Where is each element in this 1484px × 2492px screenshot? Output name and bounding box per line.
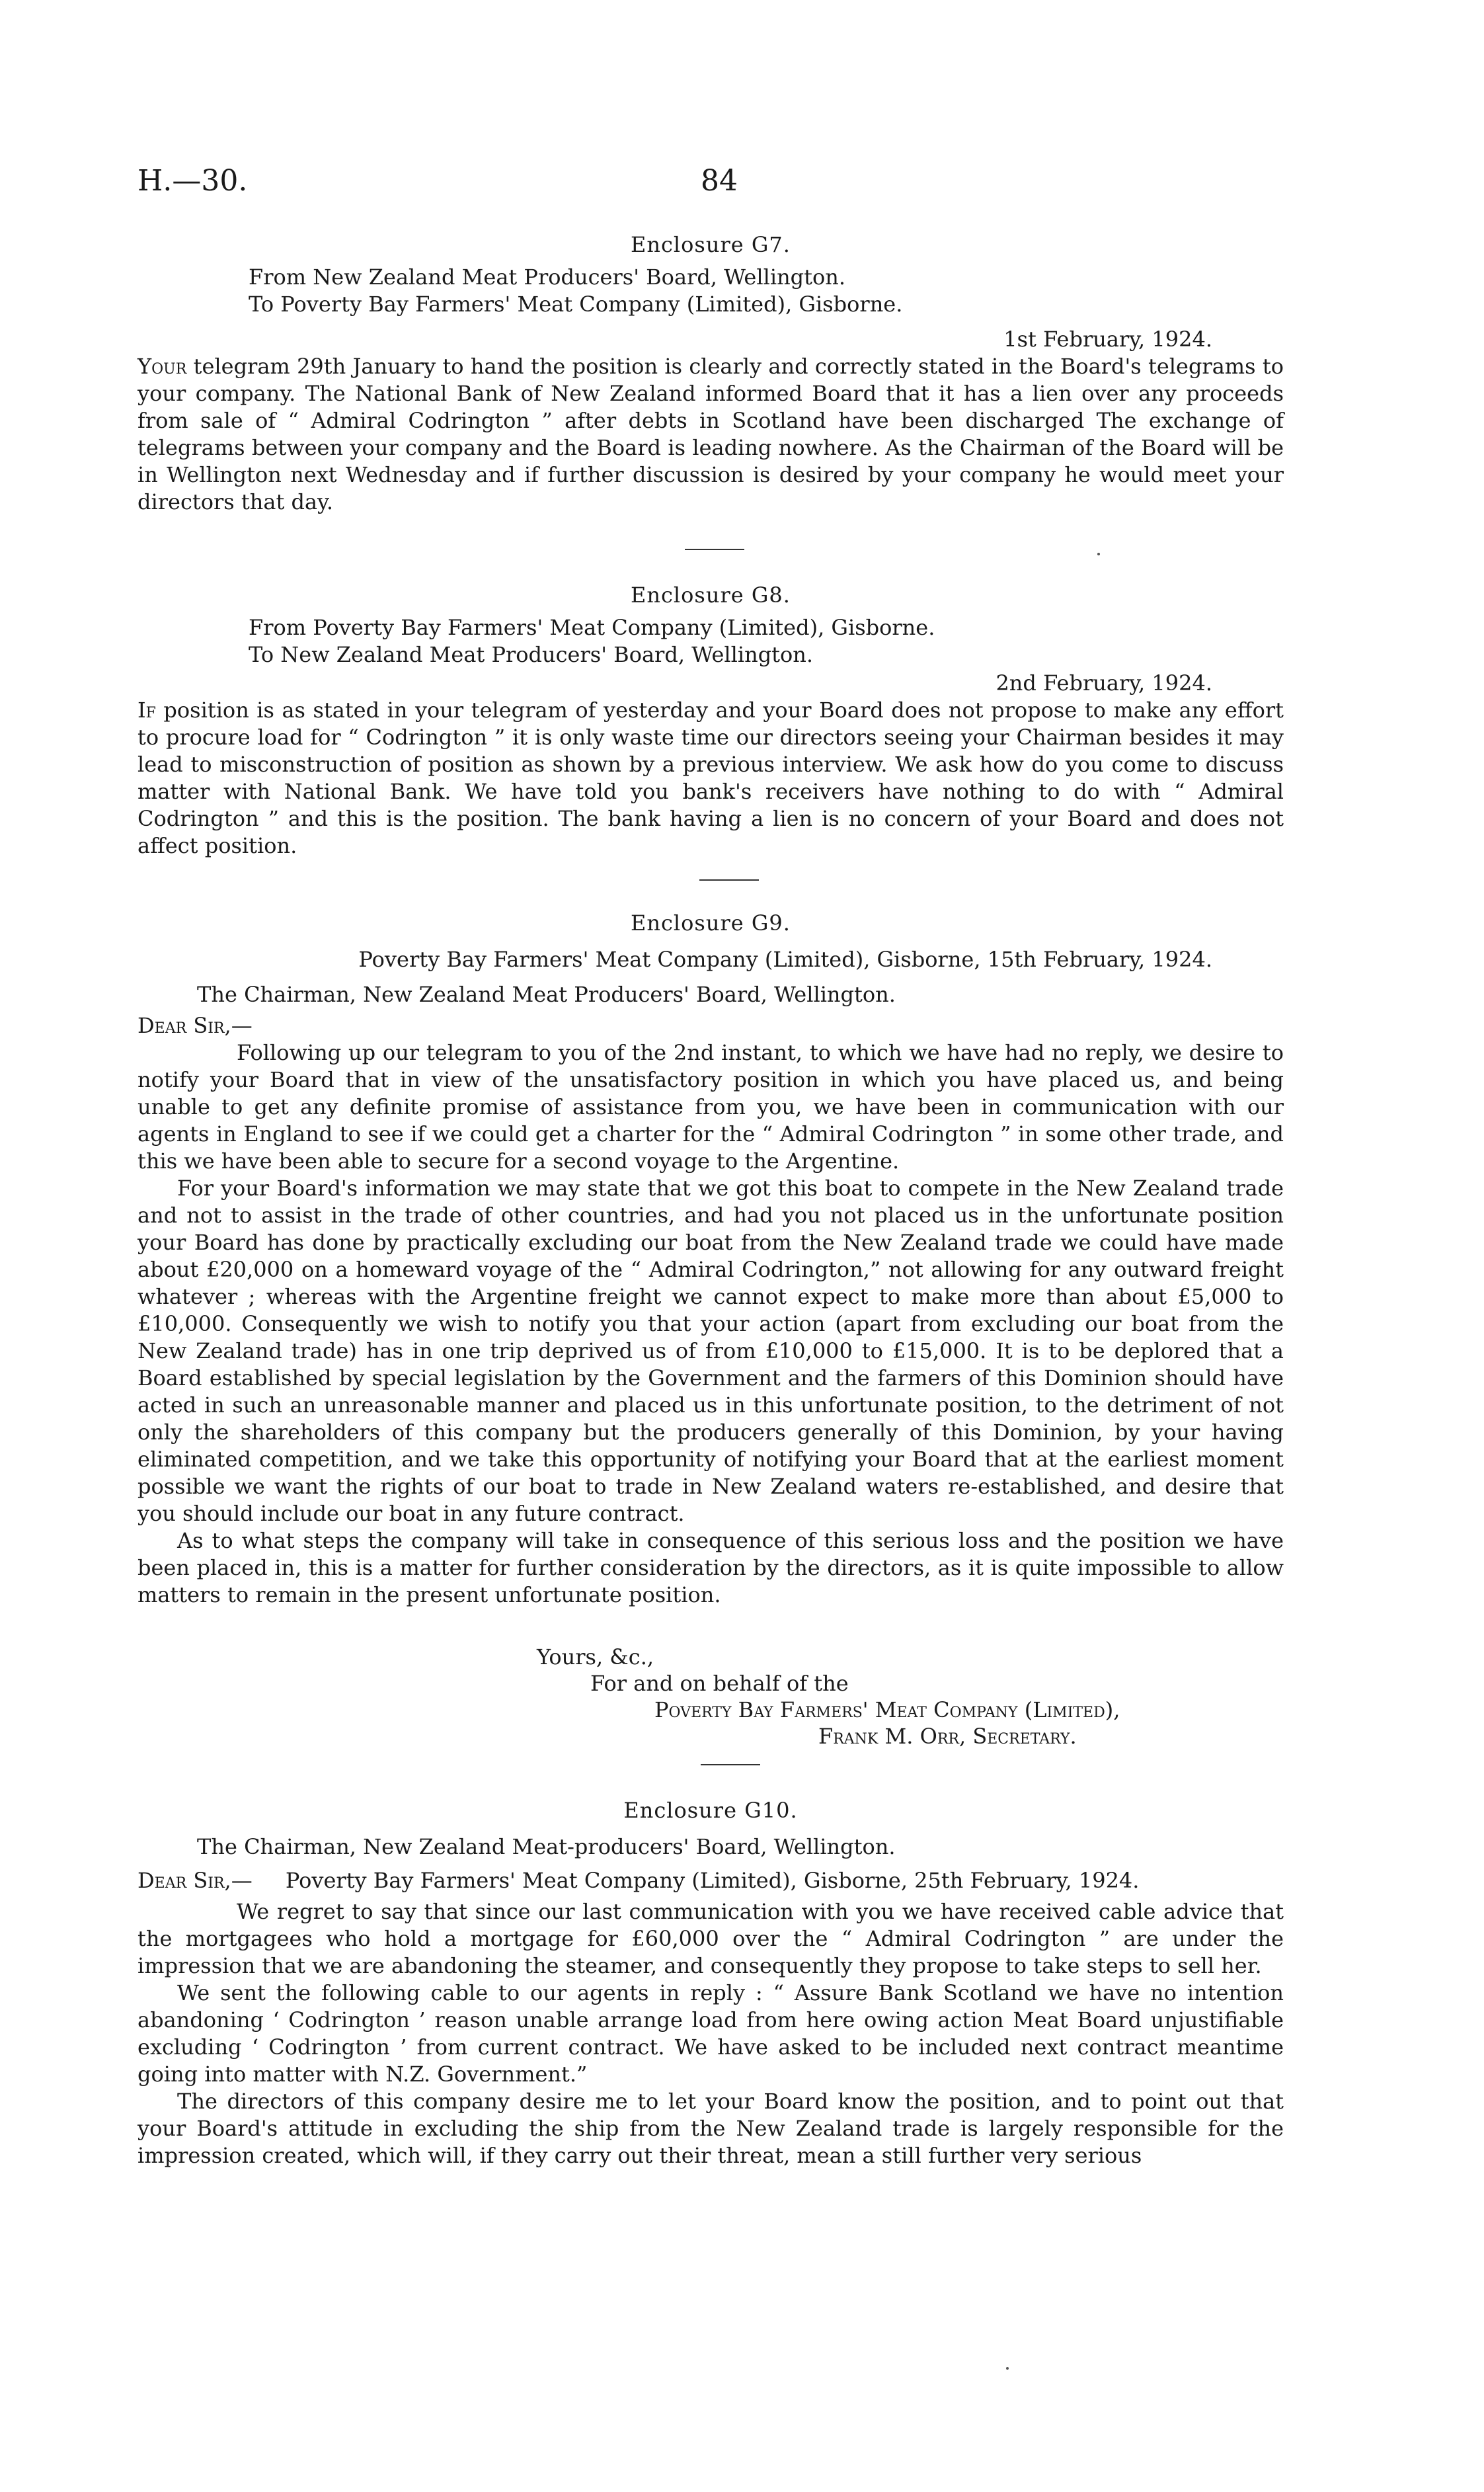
- paragraph-3: As to what steps the company will take in consequence of this serious loss and the position we have been placed in, this is a matter for further consideration by the directors, as it is quite impossible to allow matters to remain in the present unfortunate position.: [137, 1528, 1284, 1607]
- to-line: To New Zealand Meat Producers' Board, Wellington.: [249, 642, 814, 667]
- paragraph-2: We sent the following cable to our agents in reply : “ Assure Bank Scotland we have no intention abandoning ‘ Codrington ’ reason unable arrange load from here owing action Meat Board unjustifiable excluding ‘ Codrington ’ from current contract. We have asked to be included next contract meantime going into matter with N.Z. Government.”: [137, 1980, 1284, 2087]
- letter-body: [137, 353, 1284, 516]
- enclosure-title: Enclosure G8.: [631, 583, 791, 608]
- salutation: Dear Sir,—: [137, 1013, 253, 1038]
- to-line: To Poverty Bay Farmers' Meat Company (Limited), Gisborne.: [249, 292, 903, 317]
- enclosure-g9: [137, 910, 1284, 1609]
- print-speck: [1006, 2367, 1009, 2370]
- addressee-line: The Chairman, New Zealand Meat Producers' Board, Wellington.: [197, 982, 896, 1007]
- sender-line: Poverty Bay Farmers' Meat Company (Limited), Gisborne, 25th February, 1924.: [285, 1868, 1140, 1893]
- sender-line: Poverty Bay Farmers' Meat Company (Limited), Gisborne, 15th February, 1924.: [358, 947, 1212, 972]
- addressee-line: The Chairman, New Zealand Meat-producers' Board, Wellington.: [197, 1834, 896, 1859]
- section-divider: [685, 549, 744, 550]
- closing: Yours, &c.,: [537, 1644, 654, 1669]
- body-text: telegram 29th January to hand the position is clearly and correctly stated in the Board's telegrams to your company. The National Bank of New Zealand informed Board that it has a lien over any proceeds from sale of “ Admiral Codrington ” after debts in Scotland have been discharged The exchange of telegrams between your company and the Board is leading nowhere. As the Chairman of the Board will be in Wellington next Wednesday and if further discussion is desired by your company he would meet your directors that day.: [137, 354, 1284, 514]
- salutation: Dear Sir,—: [137, 1868, 253, 1893]
- section-divider: [699, 879, 759, 881]
- enclosure-title: Enclosure G9.: [631, 910, 791, 936]
- paragraph-1: We regret to say that since our last communication with you we have received cable advice that the mortgagees who hold a mortgage for £60,000 over the “ Admiral Codrington ” are under the impression that we are abandoning the steamer, and consequently they propose to take steps to sell her.: [137, 1899, 1284, 1978]
- on-behalf-line: For and on behalf of the: [590, 1671, 849, 1696]
- lead-word: Your: [137, 354, 187, 379]
- enclosure-g8: [137, 582, 1284, 860]
- enclosure-title: Enclosure G7.: [631, 232, 791, 257]
- page-number: 84: [701, 164, 738, 198]
- letter-body: [137, 697, 1284, 860]
- salutation-line: [137, 1867, 1284, 1894]
- enclosure-title: Enclosure G10.: [623, 1798, 798, 1823]
- enclosure-g7: [137, 231, 1284, 516]
- letter-date: 1st February, 1924.: [1003, 327, 1212, 352]
- paragraph-1: Following up our telegram to you of the 2nd instant, to which we have had no reply, we desire to notify your Board that in view of the unsatisfactory position in which you have placed us, and being unable to get any definite promise of assistance from you, we have been in communication with our agents in England to see if we could get a charter for the “ Admiral Codrington ” in some other trade, and this we have been able to secure for a second voyage to the Argentine.: [137, 1040, 1284, 1174]
- paragraph-3: The directors of this company desire me to let your Board know the position, and to point out that your Board's attitude in excluding the ship from the New Zealand trade is largely responsible for the impression created, which will, if they carry out their threat, mean a still further very serious: [137, 2089, 1284, 2168]
- signatory: Frank M. Orr, Secretary.: [818, 1724, 1077, 1749]
- enclosure-g10: [137, 1797, 1284, 2169]
- company-signature: Poverty Bay Farmers' Meat Company (Limited),: [654, 1697, 1120, 1722]
- lead-word: If: [137, 698, 156, 723]
- from-line: From New Zealand Meat Producers' Board, Wellington.: [249, 264, 846, 290]
- body-text: position is as stated in your telegram of yesterday and your Board does not propose to make any effort to procure load for “ Codrington ” it is only waste time our directors seeing your Chairman besides it may lead to misconstruction of position as shown by a previous interview. We ask how do you come to discuss matter with National Bank. We have told you bank's receivers have nothing to do with “ Admiral Codrington ” and this is the position. The bank having a lien is no concern of your Board and does not affect position.: [137, 698, 1284, 858]
- print-speck: [1097, 553, 1100, 555]
- paragraph-2: For your Board's information we may state that we got this boat to compete in the New Zealand trade and not to assist in the trade of other countries, and had you not placed us in the unfortunate position your Board has done by practically excluding our boat from the New Zealand trade we could have made about £20,000 on a homeward voyage of the “ Admiral Codrington,” not allowing for any outward freight whatever ; whereas with the Argentine freight we cannot expect to make more than about £5,000 to £10,000. Consequently we wish to notify you that your action (apart from excluding our boat from the New Zealand trade) has in one trip deprived us of from £10,000 to £15,000. It is to be deplored that a Board established by special legislation by the Government and the farmers of this Dominion should have acted in such an unreasonable manner and placed us in this unfortunate position, to the detriment of not only the shareholders of this company but the producers generally of this Dominion, by your having eliminated competition, and we take this opportunity of notifying your Board that at the earliest moment possible we want the rights of our boat to trade in New Zealand waters re-established, and desire that you should include our boat in any future contract.: [137, 1176, 1284, 1526]
- section-divider: [701, 1764, 760, 1765]
- document-reference: H.—30.: [137, 164, 248, 198]
- from-line: From Poverty Bay Farmers' Meat Company (Limited), Gisborne.: [249, 615, 935, 640]
- letter-date: 2nd February, 1924.: [996, 670, 1212, 696]
